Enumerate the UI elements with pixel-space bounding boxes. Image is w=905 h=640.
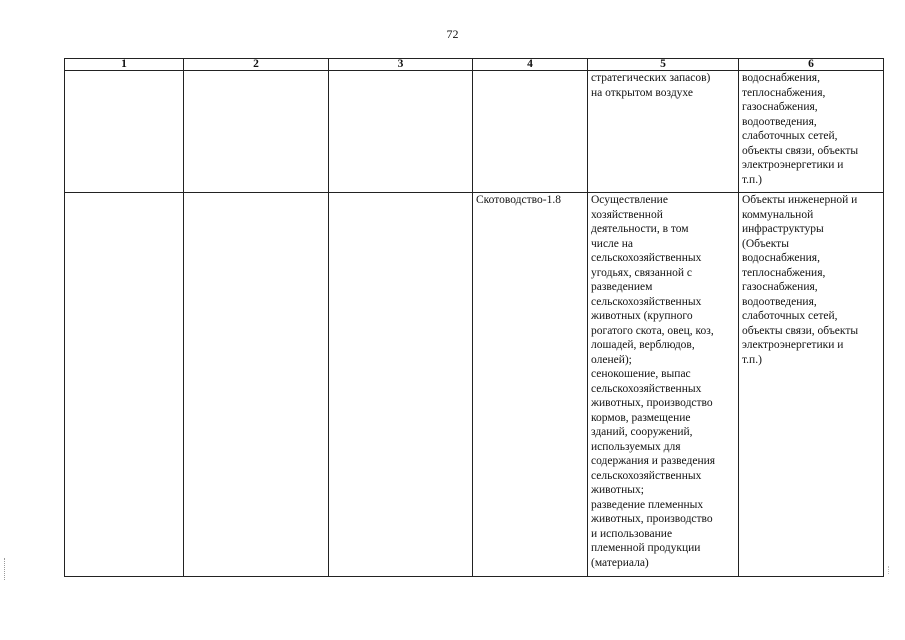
scan-margin-mark	[4, 558, 11, 580]
table-cell-col5	[588, 193, 739, 577]
land-use-table	[64, 58, 884, 577]
table-cell-col3	[329, 71, 473, 193]
table-cell-col4	[473, 193, 588, 577]
table-cell-col1	[65, 71, 184, 193]
scan-margin-mark	[888, 566, 891, 574]
column-header-5: 5	[588, 59, 739, 71]
table-cell-col2	[184, 193, 329, 577]
activity-description: Осуществление хозяйственной деятельности, в том числе на сельскохозяйственных угодьях, связанной с разведением сельскохозяйственных животных (крупного рогатого скота, овец, коз, лошадей, верблюдов, оленей); сенокошение, выпас сельскохозяйственных животных, производство кормов, размещение зданий, сооружений, используемых для содержания и разведения сельскохозяйственных животных; разведение племенных животных, производство и использование племенной продукции (материала)	[591, 194, 716, 569]
land-use-code: Скотоводство-1.8	[476, 194, 561, 206]
column-header-3: 3	[329, 59, 473, 71]
column-header-2: 2	[184, 59, 329, 71]
table-row	[65, 193, 884, 577]
activity-description: стратегических запасов) на открытом воздухе	[591, 72, 711, 99]
table-cell-col6	[739, 71, 884, 193]
table-cell-col6	[739, 193, 884, 577]
column-header-4: 4	[473, 59, 588, 71]
table-row	[65, 71, 884, 193]
column-header-1: 1	[65, 59, 184, 71]
table-cell-col1	[65, 193, 184, 577]
allowed-objects: Объекты инженерной и коммунальной инфраструктуры (Объекты водоснабжения, теплоснабжения, газоснабжения, водоотведения, слаботочных сетей, объекты связи, объекты электроэнергетики и т.п.)	[742, 194, 859, 366]
table-cell-col2	[184, 71, 329, 193]
page-number: 72	[446, 27, 459, 41]
allowed-objects: водоснабжения, теплоснабжения, газоснабжения, водоотведения, слаботочных сетей, объекты связи, объекты электроэнергетики и т.п.)	[742, 72, 859, 186]
table-cell-col4	[473, 71, 588, 193]
table-cell-col3	[329, 193, 473, 577]
table-cell-col5	[588, 71, 739, 193]
table-header-row	[65, 59, 884, 71]
column-header-6: 6	[739, 59, 884, 71]
